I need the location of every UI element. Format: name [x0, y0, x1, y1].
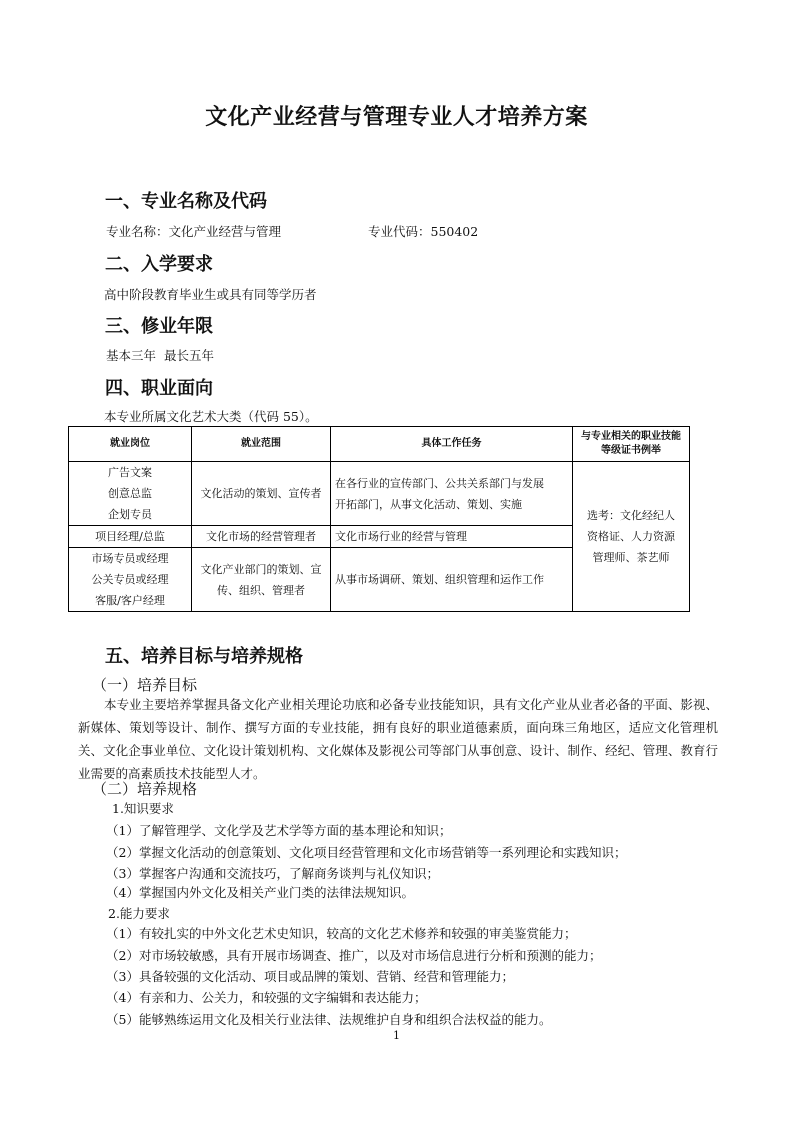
section-2-heading: 二、入学要求	[105, 254, 213, 275]
section-1-heading: 一、专业名称及代码	[105, 191, 267, 212]
position-item: 项目经理/总监	[95, 530, 165, 543]
task-line: 开拓部门，从事文化活动、策划、实施	[335, 497, 522, 511]
page-number: 1	[393, 1029, 400, 1042]
table-header-row	[69, 427, 690, 462]
ability-item: （5）能够熟练运用文化及相关行业法律、法规维护自身和组织合法权益的能力。	[106, 1012, 552, 1027]
goal-paragraph: 本专业主要培养掌握具备文化产业相关理论功底和必备专业技能知识，具有文化产业从业者必备的平面、影视、新媒体、策划等设计、制作、撰写方面的专业技能，拥有良好的职业道德素质，面向珠三角地区，适应文化管理机关、文化企事业单位、文化设计策划机构、文化媒体及影视公司等部门从事创意、设计、制作、经纪、管理、教育行业需要的高素质技术技能型人才。	[78, 697, 718, 781]
scope-line: 文化产业部门的策划、宣	[200, 562, 322, 576]
duration-text: 基本三年 最长五年	[106, 348, 214, 363]
knowledge-heading: 1.知识要求	[112, 801, 174, 816]
scope-line: 文化活动的策划、宣传者	[200, 487, 322, 500]
ability-item: （4）有亲和力、公关力，和较强的文字编辑和表达能力；	[106, 990, 427, 1005]
table-row	[69, 462, 690, 526]
section-4-heading: 四、职业面向	[105, 378, 213, 399]
spec-heading: （二）培养规格	[92, 780, 198, 798]
certificate-line: 选考：文化经纪人	[587, 509, 675, 522]
scope-line: 传、组织、管理者	[217, 583, 305, 597]
ability-item: （2）对市场较敏感，具有开展市场调查、推广，以及对市场信息进行分析和预测的能力；	[106, 948, 602, 963]
career-intro: 本专业所属文化艺术大类（代码 55）。	[104, 409, 318, 424]
document-title: 文化产业经营与管理专业人才培养方案	[205, 105, 588, 130]
cell-positions	[69, 462, 192, 526]
header-tasks: 具体工作任务	[331, 427, 573, 462]
knowledge-item: （3）掌握客户沟通和交流技巧，了解商务谈判与礼仪知识；	[106, 866, 439, 881]
header-scope: 就业范围	[192, 427, 331, 462]
career-table	[68, 426, 690, 612]
cell-tasks	[331, 548, 573, 612]
ability-item: （1）有较扎实的中外文化艺术史知识，较高的文化艺术修养和较强的审美鉴赏能力；	[106, 926, 577, 941]
position-item: 企划专员	[108, 508, 152, 521]
cell-tasks	[331, 526, 573, 548]
major-name: 专业名称：文化产业经营与管理	[106, 224, 282, 239]
position-item: 广告文案	[108, 466, 152, 479]
position-item: 公关专员或经理	[91, 573, 169, 586]
ability-heading: 2.能力要求	[108, 906, 170, 921]
scope-line: 文化市场的经营管理者	[206, 530, 316, 543]
section-5-heading: 五、培养目标与培养规格	[105, 646, 303, 667]
cell-scope	[192, 548, 331, 612]
goal-heading: （一）培养目标	[92, 676, 198, 694]
knowledge-item: （2）掌握文化活动的创意策划、文化项目经营管理和文化市场营销等一系列理论和实践知识；	[106, 845, 627, 860]
certificate-line: 管理师、茶艺师	[592, 551, 670, 564]
cell-positions	[69, 526, 192, 548]
cell-scope	[192, 526, 331, 548]
position-item: 市场专员或经理	[91, 552, 169, 565]
admission-text: 高中阶段教育毕业生或具有同等学历者	[104, 287, 317, 302]
ability-item: （3）具备较强的文化活动、项目或品牌的策划、营销、经营和管理能力；	[106, 969, 514, 984]
section-3-heading: 三、修业年限	[105, 316, 213, 337]
major-code: 专业代码：550402	[368, 224, 479, 239]
certificate-line: 资格证、人力资源	[587, 530, 675, 543]
knowledge-item: （1）了解管理学、文化学及艺术学等方面的基本理论和知识；	[106, 823, 452, 838]
header-positions: 就业岗位	[69, 427, 192, 462]
header-certificates: 与专业相关的职业技能等级证书例举	[573, 427, 690, 462]
position-item: 创意总监	[108, 487, 152, 500]
task-line: 文化市场行业的经营与管理	[335, 530, 467, 543]
task-line: 在各行业的宣传部门、公共关系部门与发展	[335, 476, 544, 490]
knowledge-item: （4）掌握国内外文化及相关产业门类的法律法规知识。	[106, 885, 414, 900]
cell-positions	[69, 548, 192, 612]
task-line: 从事市场调研、策划、组织管理和运作工作	[335, 573, 544, 586]
position-item: 客服/客户经理	[95, 594, 165, 607]
cell-tasks	[331, 462, 573, 526]
cell-scope	[192, 462, 331, 526]
cell-certificates	[573, 462, 690, 612]
